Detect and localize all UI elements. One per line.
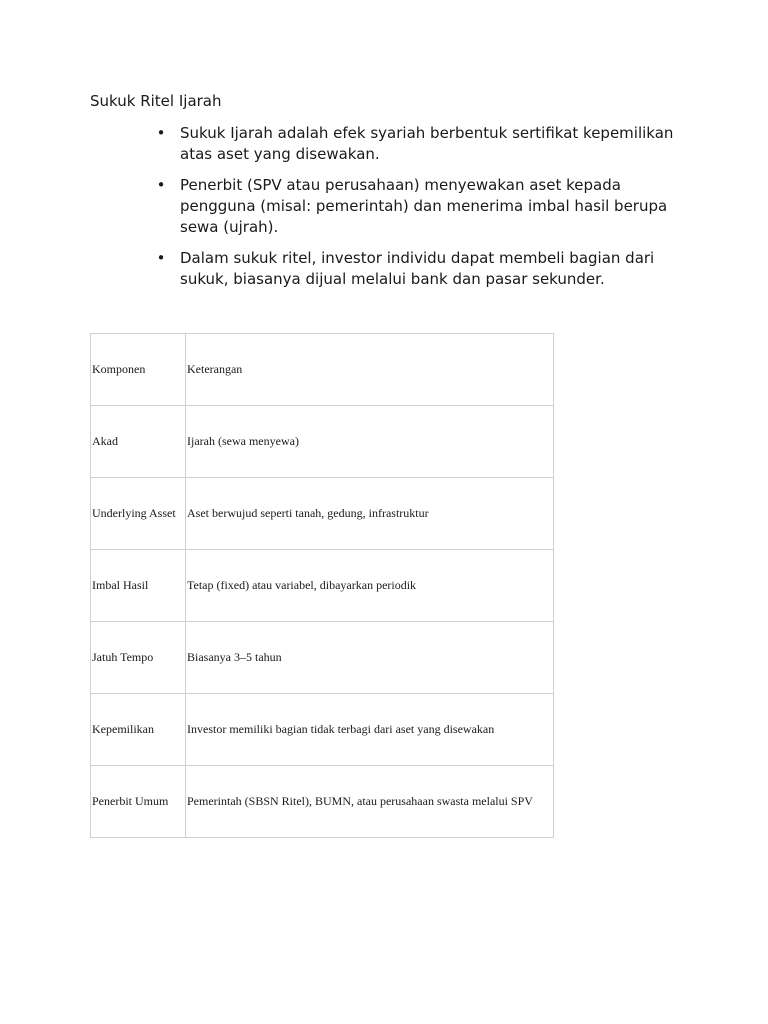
bullet-dot-icon: • xyxy=(156,249,166,267)
bullet-dot-icon: • xyxy=(156,176,166,194)
table-row xyxy=(91,694,554,766)
table-cell-value: Pemerintah (SBSN Ritel), BUMN, atau perusahaan swasta melalui SPV xyxy=(186,766,554,838)
table-row xyxy=(91,478,554,550)
table-cell-value: Aset berwujud seperti tanah, gedung, infrastruktur xyxy=(186,478,554,550)
table-row xyxy=(91,406,554,478)
table-cell-value: Investor memiliki bagian tidak terbagi dari aset yang disewakan xyxy=(186,694,554,766)
document-title: Sukuk Ritel Ijarah xyxy=(90,92,222,110)
sukuk-info-table xyxy=(90,333,554,838)
table-cell-key: Kepemilikan xyxy=(91,694,186,766)
bullet-text: Penerbit (SPV atau perusahaan) menyewakan aset kepada pengguna (misal: pemerintah) dan menerima imbal hasil berupa sewa (ujrah). xyxy=(180,176,668,236)
table-row xyxy=(91,622,554,694)
bullet-text: Sukuk Ijarah adalah efek syariah berbentuk sertifikat kepemilikan atas aset yang disewakan. xyxy=(180,124,674,163)
bullet-item xyxy=(155,175,685,238)
header-cell-keterangan: Keterangan xyxy=(186,334,554,406)
bullet-item xyxy=(155,248,685,290)
bullet-item xyxy=(155,123,685,165)
table-row xyxy=(91,550,554,622)
table-cell-key: Penerbit Umum xyxy=(91,766,186,838)
table-cell-key: Akad xyxy=(91,406,186,478)
header-cell-komponen: Komponen xyxy=(91,334,186,406)
bullet-dot-icon: • xyxy=(156,124,166,142)
table-cell-value: Biasanya 3–5 tahun xyxy=(186,622,554,694)
table-cell-key: Jatuh Tempo xyxy=(91,622,186,694)
table-row xyxy=(91,766,554,838)
table-cell-key: Imbal Hasil xyxy=(91,550,186,622)
table-cell-key: Underlying Asset xyxy=(91,478,186,550)
table-cell-value: Ijarah (sewa menyewa) xyxy=(186,406,554,478)
table-cell-value: Tetap (fixed) atau variabel, dibayarkan periodik xyxy=(186,550,554,622)
bullet-text: Dalam sukuk ritel, investor individu dapat membeli bagian dari sukuk, biasanya dijual melalui bank dan pasar sekunder. xyxy=(180,249,655,288)
table-header-row xyxy=(91,334,554,406)
bullet-list xyxy=(155,123,685,300)
